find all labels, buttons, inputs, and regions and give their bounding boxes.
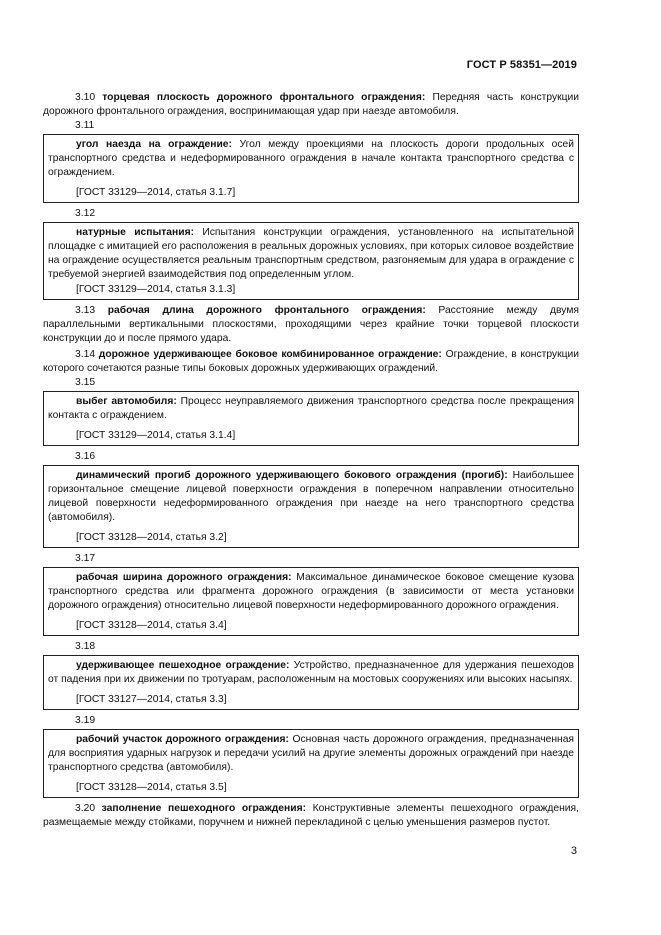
quoted-definition-box	[43, 465, 579, 548]
quoted-definition-box	[43, 134, 579, 203]
quoted-definition-box	[43, 729, 579, 798]
definition-3-11: угол наезда на ограждение: Угол между проекциями на плоскость дороги продольных осей транспортного средства и недеформированного ограждения в начале контакта транспортного средства с ограждением.	[48, 139, 574, 178]
document-code: ГОСТ Р 58351—2019	[466, 59, 577, 71]
definition-3-12: натурные испытания: Испытания конструкции ограждения, установленного на испытательной площадке с имитацией его расположения в реальных дорожных условиях, при которых силовое воздействие на ограждение осуществляется реальным транспортным средством, разгоняемым для удара в ограждение с требуемой энергией взаимодействия под определенным углом.	[48, 227, 575, 280]
definition-3-15: выбег автомобиля: Процесс неуправляемого движения транспортного средства после прекращения контакта с ограждением.	[48, 396, 575, 421]
quoted-definition-box	[43, 567, 579, 636]
source-reference: [ГОСТ 33128—2014, статья 3.5]	[76, 782, 227, 793]
page-number: 3	[570, 845, 577, 857]
source-reference: [ГОСТ 33129—2014, статья 3.1.7]	[76, 187, 236, 198]
source-reference: [ГОСТ 33128—2014, статья 3.4]	[76, 620, 227, 631]
clause-number: 3.15	[75, 377, 96, 388]
document-body	[43, 91, 579, 830]
definition-3-17: рабочая ширина дорожного ограждения: Максимальное динамическое боковое смещение кузова транспортного средства или фрагмента дорожного ограждения (в зависимости от места установки дорожного ограждения) относительно лицевой поверхности недеформированного дорожного ограждения.	[48, 572, 574, 611]
definition-3-13: 3.13 рабочая длина дорожного фронтального ограждения: Расстояние между двумя параллельными вертикальными плоскостями, проходящими через крайние точки торцевой плоскости конструкции до и после прямого удара.	[43, 305, 579, 344]
source-reference: [ГОСТ 33129—2014, статья 3.1.4]	[76, 430, 236, 441]
definition-3-14: 3.14 дорожное удерживающее боковое комбинированное ограждение: Ограждение, в конструкции которого сочетаются разные типы боковых дорожных удерживающих ограждений.	[43, 349, 579, 374]
source-reference: [ГОСТ 33128—2014, статья 3.2]	[76, 532, 227, 543]
definition-3-19: рабочий участок дорожного ограждения: Основная часть дорожного ограждения, предназначенная для восприятия ударных нагрузок и передачи усилий на другие элементы дорожных ограждений при наезде транспортного средства (автомобиля).	[48, 734, 574, 773]
clause-number: 3.18	[75, 641, 96, 652]
clause-number: 3.16	[75, 451, 96, 462]
clause-number: 3.11	[75, 120, 95, 131]
quoted-definition-box	[43, 222, 579, 300]
quoted-definition-box	[43, 391, 579, 446]
source-reference: [ГОСТ 33127—2014, статья 3.3]	[76, 694, 227, 705]
clause-number: 3.12	[75, 208, 96, 219]
definition-3-10: 3.10 торцевая плоскость дорожного фронтального ограждения: Передняя часть конструкции дорожного фронтального ограждения, воспринимающая удар при наезде автомобиля.	[43, 92, 580, 117]
source-reference: [ГОСТ 33129—2014, статья 3.1.3]	[76, 284, 236, 295]
clause-number: 3.19	[75, 715, 96, 726]
definition-3-20: 3.20 заполнение пешеходного ограждения: Конструктивные элементы пешеходного ограждения, размещаемые между стойками, поручнем и нижней перекладиной с целью уменьшения размеров пустот.	[43, 803, 579, 828]
definition-3-18: удерживающее пешеходное ограждение: Устройство, предназначенное для удержания пешеходов от падения при их движении по тротуарам, расположенным на мостовых сооружениях или высоких насыпях.	[48, 660, 574, 685]
quoted-definition-box	[43, 655, 579, 710]
definition-3-16: динамический прогиб дорожного удерживающего бокового ограждения (прогиб): Наибольшее горизонтальное смещение лицевой поверхности ограждения в поперечном направлении относительно лицевой поверхности недеформированного ограждения при наезде на него транспортного средства (автомобиля).	[48, 470, 574, 523]
clause-number: 3.17	[75, 553, 96, 564]
